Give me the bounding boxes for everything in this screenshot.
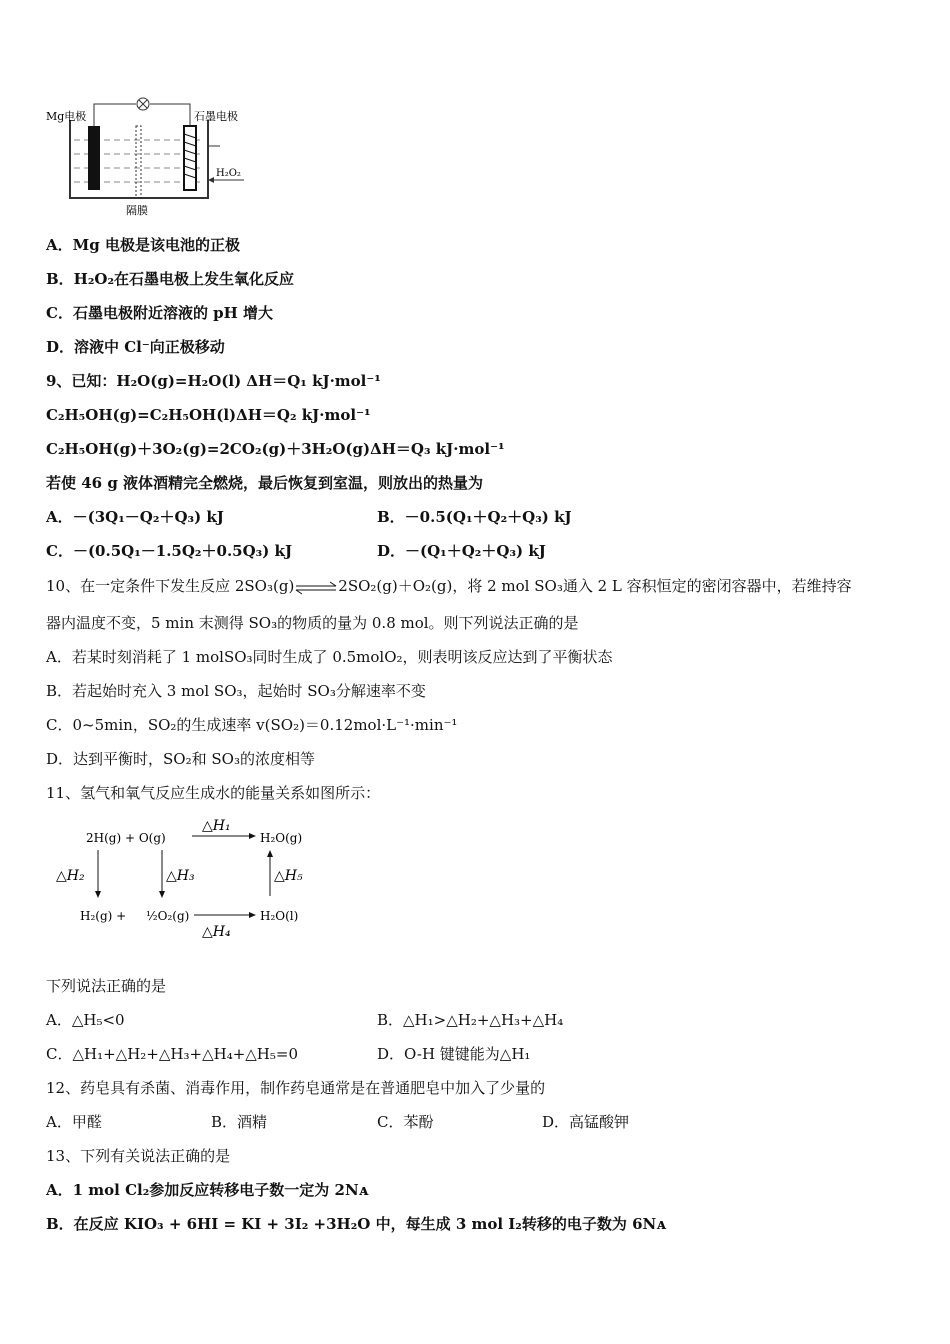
q10-option-c: C．0~5min，SO₂的生成速率 v(SO₂)＝0.12mol·L⁻¹·min⁻¹: [46, 716, 458, 734]
q12-option-c: C．苯酚: [377, 1113, 434, 1131]
q12-option-b: B．酒精: [211, 1113, 268, 1131]
q13-option-a: A．1 mol Cl₂参加反应转移电子数一定为 2Nᴀ: [46, 1181, 369, 1199]
q8-option-d: D．溶液中 Cl⁻向正极移动: [46, 338, 225, 356]
q10-option-a: A．若某时刻消耗了 1 molSO₃同时生成了 0.5molO₂，则表明该反应达到了平衡状态: [46, 648, 613, 666]
graphite-electrode-label: 石墨电极: [194, 110, 238, 123]
diagram-top-left: 2H(g) + O(g): [86, 831, 166, 845]
diagram-bottom-left: H₂(g) +: [80, 909, 127, 923]
q12-option-d: D．高锰酸钾: [542, 1113, 630, 1131]
q9-option-b: B．－0.5(Q₁＋Q₂＋Q₃) kJ: [377, 508, 572, 526]
q10-stem-line2: 器内温度不变，5 min 末测得 SO₃的物质的量为 0.8 mol。则下列说法正确的是: [46, 614, 579, 632]
q9-option-a: A．－(3Q₁－Q₂＋Q₃) kJ: [46, 508, 224, 526]
q13-stem: 13、下列有关说法正确的是: [46, 1147, 231, 1165]
h2o2-input-label: H₂O₂: [216, 168, 241, 179]
diagram-dh1: △H₁: [202, 818, 231, 834]
q10-option-b: B．若起始时充入 3 mol SO₃，起始时 SO₃分解速率不变: [46, 682, 426, 700]
q8-option-b: B．H₂O₂在石墨电极上发生氧化反应: [46, 270, 295, 288]
q9-stem: 9、已知：H₂O(g)=H₂O(l) ΔH＝Q₁ kJ·mol⁻¹: [46, 372, 381, 390]
diagram-top-right: H₂O(g): [260, 831, 303, 845]
q11-option-a: A．△H₅<0: [46, 1011, 125, 1029]
q10-option-d: D．达到平衡时，SO₂和 SO₃的浓度相等: [46, 750, 315, 768]
q11-option-c: C．△H₁+△H₂+△H₃+△H₄+△H₅=0: [46, 1045, 299, 1063]
q13-option-b: B．在反应 KIO₃ + 6HI = KI + 3I₂ +3H₂O 中，每生成 3 mol I₂转移的电子数为 6Nᴀ: [46, 1215, 666, 1233]
diagram-half-o2: ½O₂(g): [146, 909, 190, 923]
mg-electrode-label: Mg电极: [46, 110, 87, 123]
q11-option-d: D．O-H 键键能为△H₁: [377, 1045, 531, 1063]
energy-diagram: [52, 812, 322, 942]
q11-option-b: B．△H₁>△H₂+△H₃+△H₄: [377, 1011, 564, 1029]
battery-figure: [44, 96, 254, 220]
equilibrium-arrow-icon: [294, 580, 338, 594]
q10-stem-line1: [46, 576, 852, 596]
q8-option-c: C．石墨电极附近溶液的 pH 增大: [46, 304, 274, 322]
q12-option-a: A．甲醛: [46, 1113, 102, 1131]
q9-eq3: C₂H₅OH(g)＋3O₂(g)=2CO₂(g)＋3H₂O(g)ΔH＝Q₃ kJ·mol⁻¹: [46, 440, 505, 458]
q9-option-d: D．－(Q₁＋Q₂＋Q₃) kJ: [377, 542, 546, 560]
q10-stem-b: 2SO₂(g)＋O₂(g)，将 2 mol SO₃通入 2 L 容积恒定的密闭容器中，若维持容: [338, 577, 852, 595]
q9-eq2: C₂H₅OH(g)=C₂H₅OH(l)ΔH＝Q₂ kJ·mol⁻¹: [46, 406, 371, 424]
diagram-dh3: △H₃: [166, 868, 195, 884]
diagram-bottom-right: H₂O(l): [260, 909, 299, 923]
q8-option-a: A．Mg 电极是该电池的正极: [46, 236, 240, 254]
diagram-dh4: △H₄: [202, 924, 231, 940]
q9-option-c: C．－(0.5Q₁－1.5Q₂＋0.5Q₃) kJ: [46, 542, 293, 560]
membrane-label: 隔膜: [126, 204, 148, 217]
diagram-dh2: △H₂: [56, 868, 85, 884]
q9-question: 若使 46 g 液体酒精完全燃烧，最后恢复到室温，则放出的热量为: [46, 474, 484, 492]
diagram-dh5: △H₅: [274, 868, 303, 884]
q12-stem: 12、药皂具有杀菌、消毒作用，制作药皂通常是在普通肥皂中加入了少量的: [46, 1079, 546, 1097]
q11-stem: 11、氢气和氧气反应生成水的能量关系如图所示：: [46, 784, 381, 802]
q11-question: 下列说法正确的是: [46, 977, 167, 995]
q10-stem-a: 10、在一定条件下发生反应 2SO₃(g): [46, 577, 295, 595]
